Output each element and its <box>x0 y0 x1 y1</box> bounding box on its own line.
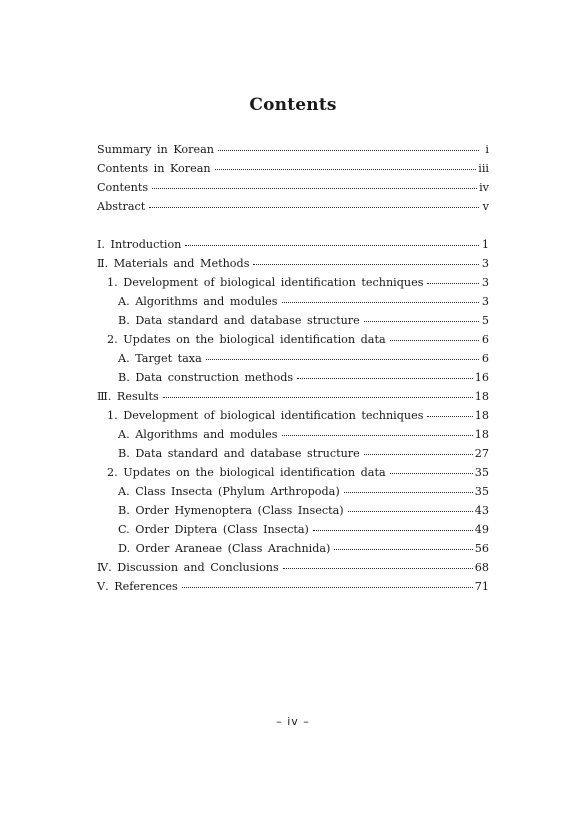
toc-dot-leader <box>390 340 479 341</box>
toc-entry-page-number: 6 <box>481 333 489 346</box>
toc-entry[interactable] <box>97 349 489 368</box>
toc-entry[interactable] <box>97 197 489 216</box>
toc-entry-label: Ⅴ. References <box>97 580 178 593</box>
toc-entry-page-number: 35 <box>474 466 489 479</box>
toc-entry[interactable] <box>97 463 489 482</box>
toc-entry-page-number: 3 <box>481 276 489 289</box>
toc-entry-label: B. Order Hymenoptera (Class Insecta) <box>118 504 344 517</box>
toc-dot-leader <box>152 188 477 189</box>
toc-entry-label: Contents <box>97 181 149 194</box>
toc-entry-label: 2. Updates on the biological identification data <box>107 333 386 346</box>
toc-entry-label: Ⅰ. Introduction <box>97 238 182 251</box>
toc-entry[interactable] <box>97 539 489 558</box>
toc-entry-label: B. Data construction methods <box>118 371 294 384</box>
toc-entry-label: A. Class Insecta (Phylum Arthropoda) <box>118 485 340 498</box>
toc-entry-page-number: iii <box>478 162 489 175</box>
toc-entry[interactable] <box>97 330 489 349</box>
toc-dot-leader <box>282 302 479 303</box>
toc-entry-label: Summary in Korean <box>97 143 214 156</box>
toc-entry[interactable] <box>97 235 489 254</box>
toc-entry-page-number: 3 <box>481 295 489 308</box>
toc-entry[interactable] <box>97 311 489 330</box>
toc-dot-leader <box>282 435 473 436</box>
toc-entry[interactable] <box>97 178 489 197</box>
toc-entry[interactable] <box>97 254 489 273</box>
toc-entry-label: 2. Updates on the biological identification data <box>107 466 386 479</box>
toc-entry-label: B. Data standard and database structure <box>118 314 360 327</box>
toc-entry-label: Ⅳ. Discussion and Conclusions <box>97 561 279 574</box>
toc-entry-page-number: 3 <box>481 257 489 270</box>
toc-dot-leader <box>364 321 479 322</box>
toc-dot-leader <box>185 245 479 246</box>
toc-entry-label: A. Algorithms and modules <box>118 295 278 308</box>
toc-entry-label: C. Order Diptera (Class Insecta) <box>118 523 309 536</box>
toc-dot-leader <box>253 264 479 265</box>
toc-dot-leader <box>344 492 473 493</box>
toc-entry-page-number: 35 <box>474 485 489 498</box>
toc-entry-label: A. Algorithms and modules <box>118 428 278 441</box>
toc-entry-label: Ⅱ. Materials and Methods <box>97 257 250 270</box>
page-title: Contents <box>249 95 337 115</box>
toc-entry[interactable] <box>97 292 489 311</box>
toc-entry-page-number: 18 <box>474 390 489 403</box>
toc-entry-page-number: 1 <box>481 238 489 251</box>
toc-entry-page-number: 43 <box>474 504 489 517</box>
toc-front-matter <box>97 140 489 216</box>
page-number-footer: – iv – <box>276 715 310 728</box>
toc-entry-page-number: 6 <box>481 352 489 365</box>
toc-entry-page-number: 68 <box>474 561 489 574</box>
toc-entry-page-number: 71 <box>474 580 489 593</box>
toc-entry-label: A. Target taxa <box>118 352 202 365</box>
toc-dot-leader <box>390 473 473 474</box>
toc-entry[interactable] <box>97 520 489 539</box>
toc-entry-page-number: 16 <box>474 371 489 384</box>
toc-dot-leader <box>297 378 473 379</box>
toc-entry-page-number: 5 <box>481 314 489 327</box>
toc-entry[interactable] <box>97 482 489 501</box>
toc-entry[interactable] <box>97 501 489 520</box>
toc-dot-leader <box>348 511 473 512</box>
toc-dot-leader <box>215 169 477 170</box>
toc-entry-label: Contents in Korean <box>97 162 211 175</box>
toc-entry-page-number: 18 <box>474 409 489 422</box>
toc-dot-leader <box>364 454 473 455</box>
toc-dot-leader <box>427 416 472 417</box>
toc-dot-leader <box>427 283 479 284</box>
toc-entry-label: 1. Development of biological identification techniques <box>107 409 424 422</box>
toc-entry-page-number: i <box>485 143 489 156</box>
toc-entry-label: Abstract <box>97 200 146 213</box>
toc-entry[interactable] <box>97 159 489 178</box>
toc-entry-label: 1. Development of biological identification techniques <box>107 276 424 289</box>
toc-entry-page-number: 18 <box>474 428 489 441</box>
toc-entry-page-number: 27 <box>474 447 489 460</box>
toc-entry[interactable] <box>97 577 489 596</box>
toc-entry-page-number: 56 <box>474 542 489 555</box>
toc-entry[interactable] <box>97 444 489 463</box>
toc-dot-leader <box>218 150 479 151</box>
toc-dot-leader <box>206 359 479 360</box>
toc-dot-leader <box>182 587 473 588</box>
toc-dot-leader <box>283 568 473 569</box>
toc-dot-leader <box>149 207 479 208</box>
toc-entry-page-number: 49 <box>474 523 489 536</box>
toc-entry-label: Ⅲ. Results <box>97 390 159 403</box>
toc-dot-leader <box>313 530 473 531</box>
toc-dot-leader <box>334 549 472 550</box>
toc-entry-label: B. Data standard and database structure <box>118 447 360 460</box>
toc-entry[interactable] <box>97 140 489 159</box>
toc-entry[interactable] <box>97 406 489 425</box>
toc-dot-leader <box>163 397 473 398</box>
toc-entry[interactable] <box>97 273 489 292</box>
toc-entry-page-number: v <box>482 200 489 213</box>
toc-main-entries <box>97 235 489 596</box>
toc-entry[interactable] <box>97 387 489 406</box>
toc-entry[interactable] <box>97 558 489 577</box>
toc-entry-label: D. Order Araneae (Class Arachnida) <box>118 542 331 555</box>
toc-entry-page-number: iv <box>479 181 489 194</box>
toc-entry[interactable] <box>97 368 489 387</box>
toc-entry[interactable] <box>97 425 489 444</box>
